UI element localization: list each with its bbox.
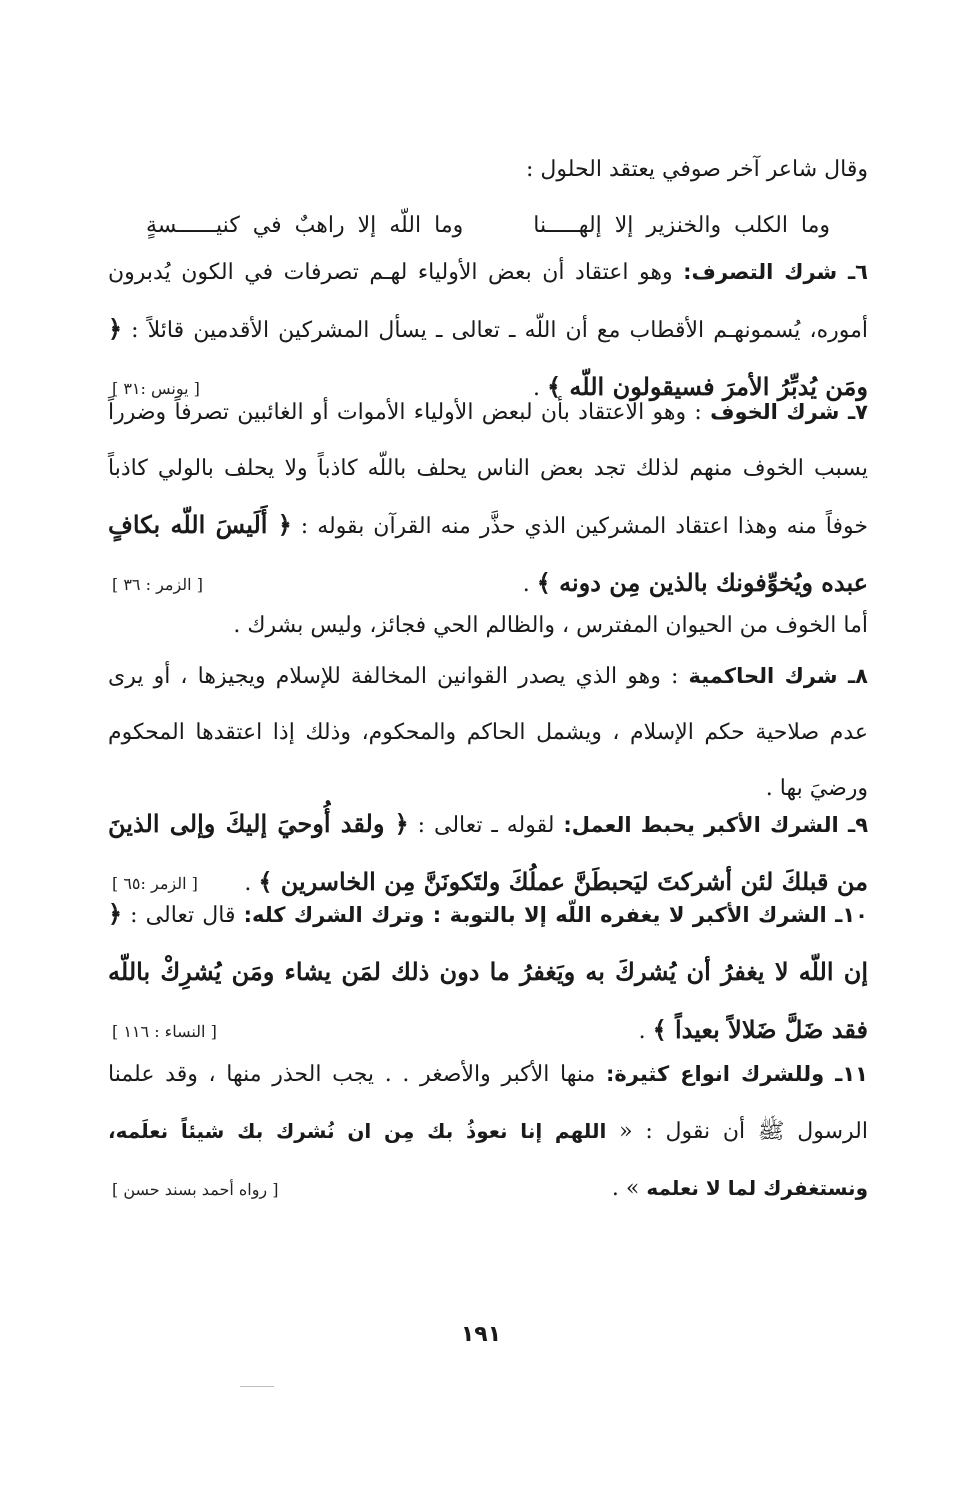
section-6-end: . (533, 376, 547, 401)
section-11-reference: [ رواه أحمد بسند حسن ] (112, 1180, 279, 1199)
verse-first-hemistich: وما الكلب والخنزير إلا إلهـــــنا (533, 213, 831, 238)
section-10-end: . (638, 1019, 653, 1044)
section-9-text: لقوله ـ تعالى : (408, 813, 564, 838)
section-9-heading: ٩ـ الشرك الأكبر يحبط العمل: (563, 813, 869, 837)
section-7-reference: [ الزمر : ٣٦ ] (112, 575, 203, 594)
section-7-heading: ٧ـ شرك الخوف (710, 400, 868, 424)
section-8-paragraph (108, 648, 868, 817)
section-6-text: وهو اعتقاد أن بعض الأولياء لهـم تصرفات في الكون يُدبرون أموره، يُسمونهـم الأقطاب مع أن اللّه ـ تعالى ـ يسأل المشركين الأقدمين قائلاً : (108, 260, 868, 343)
section-11-hadith: اللهم إنا نعوذُ بك مِن ان نُشرك بك شيئاً نعلَمه، ونستغفرك لما لا نعلمه (108, 1119, 868, 1200)
section-8-heading: ٨ـ شرك الحاكمية (688, 664, 868, 688)
section-10-quran-verse: ﴿ إن اللّه لا يغفرُ أن يُشركَ به ويَغفرُ ما دون ذلك لمَن يشاء ومَن يُشرِكْ باللّه فقد ضَلَّ ضَلالاً بعيداً ﴾ (108, 899, 868, 1044)
section-11-heading: ١١ـ وللشرك انواع كثيرة: (605, 1062, 868, 1086)
section-11-paragraph (108, 1046, 868, 1218)
verse-second-hemistich: وما اللّه إلا راهبٌ في كنيــــــسةٍ (145, 213, 464, 238)
section-7-note (108, 598, 868, 654)
section-7-end: . (522, 572, 537, 597)
section-7-paragraph (108, 384, 868, 613)
section-7-quran-verse: ﴿ أَلَيسَ اللّه بكافٍ عبده ويُخوِّفونك بالذين مِن دونه ﴾ (108, 510, 868, 597)
section-7-note-text: أما الخوف من الحيوان المفترس ، والظالم الحي فجائز، وليس بشرك . (233, 613, 868, 638)
scan-artifact-line (240, 1386, 274, 1387)
intro-line (108, 142, 868, 198)
section-10-paragraph (108, 886, 868, 1060)
section-7-text: : وهو الاعتقاد بأن لبعض الأولياء الأموات أو الغائبين تصرفاً وضرراً يسبب الخوف منهم لذلك تجد بعض الناس يحلف باللّه كاذباً ولا يحلف بالولي كاذباً خوفاً منه وهذا اعتقاد المشركين الذي حذَّر منه القرآن بقوله : (108, 400, 868, 539)
section-10-heading: ١٠ـ الشرك الأكبر لا يغفره اللّه إلا بالتوبة : وترك الشرك كله: (243, 903, 868, 927)
section-6-reference: [ يونس :٣١ ] (112, 379, 200, 398)
section-8-text: : وهو الذي يصدر القوانين المخالفة للإسلام ويجيزها ، أو يرى عدم صلاحية حكم الإسلام ، ويشمل الحاكم والمحكوم، وذلك إذا اعتقدها المحكوم ورضيَ بها . (108, 664, 868, 801)
page-number: ١٩١ (460, 1322, 502, 1347)
section-11-end: » . (611, 1176, 647, 1201)
section-6-heading: ٦ـ شرك التصرف: (683, 260, 868, 284)
section-10-reference: [ النساء : ١١٦ ] (112, 1022, 217, 1041)
section-9-quran-verse: ﴿ ولقد أُوحيَ إليكَ وإلى الذينَ من قبلكَ لئن أشركتَ ليَحبطَنَّ عملُكَ ولتَكونَنَّ مِن الخاسرين ﴾ (108, 809, 868, 896)
section-9-reference: [ الزمر :٦٥ ] (112, 874, 198, 893)
section-6-quran-verse: ﴿ ومَن يُدبِّرُ الأمرَ فسيقولون اللّه ﴾ (108, 314, 868, 401)
section-11-text: منها الأكبر والأصغر . . يجب الحذر منها ، وقد علمنا الرسول ﷺ أن نقول : « (108, 1062, 869, 1144)
section-9-end: . (244, 871, 259, 896)
intro-text: وقال شاعر آخر صوفي يعتقد الحلول : (525, 157, 868, 182)
section-10-text: قال تعالى : (122, 903, 244, 928)
